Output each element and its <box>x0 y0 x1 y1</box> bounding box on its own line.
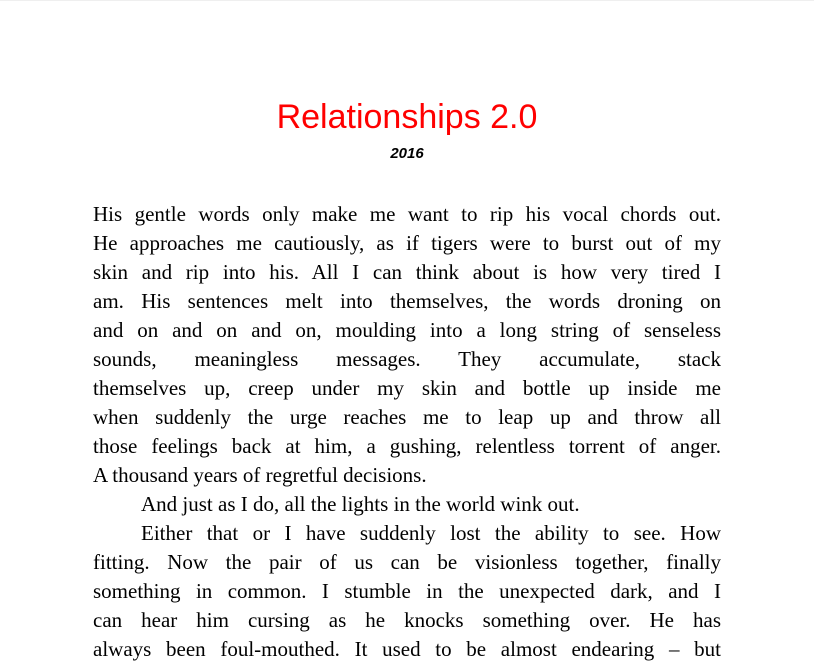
paragraph <box>93 200 721 490</box>
text-line: A thousand years of regretful decisions. <box>93 463 427 487</box>
text-line: when suddenly the urge reaches me to leap up and throw all <box>93 405 721 429</box>
text-line: And just as I do, all the lights in the world wink out. <box>141 492 580 516</box>
text-line: skin and rip into his. All I can think about is how very tired I <box>93 260 721 284</box>
text-line: themselves up, creep under my skin and bottle up inside me <box>93 376 721 400</box>
text-line: sounds, meaningless messages. They accumulate, stack <box>93 347 721 371</box>
page-top-edge <box>0 0 814 1</box>
paragraph <box>93 490 721 519</box>
text-line: those feelings back at him, a gushing, relentless torrent of anger. <box>93 434 721 458</box>
text-line: fitting. Now the pair of us can be visionless together, finally <box>93 550 721 574</box>
text-line: always been foul-mouthed. It used to be almost endearing – but <box>93 637 721 661</box>
story-body <box>93 200 721 664</box>
text-line: am. His sentences melt into themselves, the words droning on <box>93 289 721 313</box>
text-line: He approaches me cautiously, as if tigers were to burst out of my <box>93 231 721 255</box>
page-title: Relationships 2.0 <box>276 98 538 136</box>
page-subtitle-year: 2016 <box>390 145 424 162</box>
text-line: and on and on and on, moulding into a long string of senseless <box>93 318 721 342</box>
text-line: Either that or I have suddenly lost the ability to see. How <box>141 521 721 545</box>
text-line: His gentle words only make me want to rip his vocal chords out. <box>93 202 721 226</box>
text-line: something in common. I stumble in the unexpected dark, and I <box>93 579 721 603</box>
text-line: can hear him cursing as he knocks something over. He has <box>93 608 721 632</box>
paragraph <box>93 519 721 664</box>
